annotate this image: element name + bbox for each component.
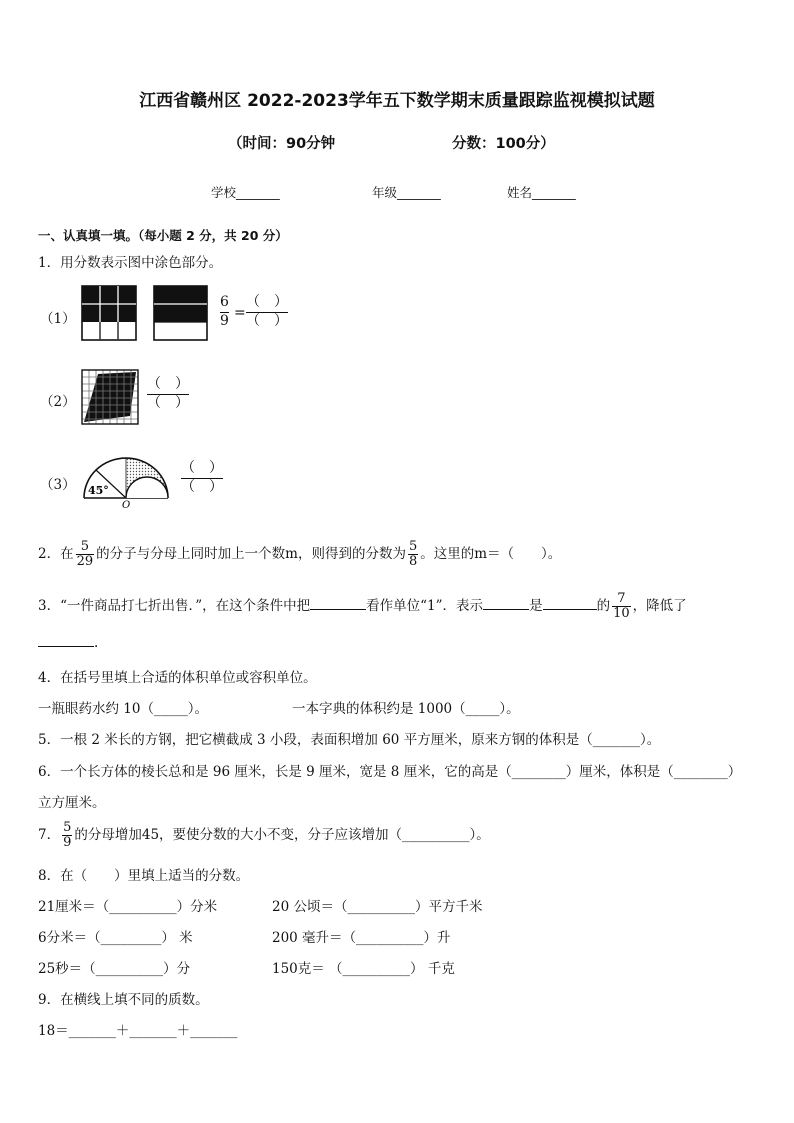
fraction-5-8: $\frac{5}{8}$ (408, 538, 418, 569)
q1-fraction-figure-2 (80, 368, 140, 426)
question-2: 2．在 $\frac{5}{29}$ 的分子与分母上同时加上一个数m，则得到的分数为 $\frac{5}{8}$ 。这里的m＝（ ）。 (38, 538, 562, 569)
question-4-text: 4．在括号里填上合适的体积单位或容积单位。 (38, 670, 317, 686)
question-1-text: 1．用分数表示图中涂色部分。 (38, 255, 223, 271)
q1-semicircle-figure (78, 452, 178, 510)
q8-row2-a[interactable]: 6分米＝（_________） 米 (38, 930, 193, 946)
q1-fraction-six-ninths: 6 9 (220, 294, 229, 329)
q3-blank-4[interactable]: . (38, 635, 98, 651)
q8-row3-a[interactable]: 25秒＝（__________）分 (38, 961, 191, 977)
q4-item-a[interactable]: 一瓶眼药水约 10（_____）。 (38, 701, 208, 717)
question-6-cont: 立方厘米。 (38, 795, 106, 811)
q8-row3-b[interactable]: 150克＝ （__________） 千克 (272, 961, 455, 977)
school-field[interactable]: 学校_______ (211, 185, 280, 200)
name-field[interactable]: 姓名_______ (507, 185, 576, 200)
q4-item-b[interactable]: 一本字典的体积约是 1000（_____）。 (292, 701, 520, 717)
exam-time: （时间：90分钟 (228, 136, 336, 152)
question-3: 3．“一件商品打七折出售．”，在这个条件中把 看作单位“1”．表示 是 的 $\frac{7}{10}$ ，降低了 (38, 590, 687, 621)
exam-score: 分数：100分） (452, 136, 555, 152)
q1-part2-label: （2） (40, 394, 76, 410)
question-9-text: 9．在横线上填不同的质数。 (38, 992, 209, 1008)
q3-blank-3[interactable] (543, 609, 597, 610)
q1-part1-label: （1） (40, 311, 76, 327)
point-o-label: O (122, 500, 131, 510)
q8-row1-a[interactable]: 21厘米＝（__________）分米 (38, 899, 218, 915)
q1-answer-2[interactable]: （ ） （ ） (147, 376, 189, 411)
question-5[interactable]: 5．一根 2 米长的方钢，把它横截成 3 小段，表面积增加 60 平方厘米，原来方钢的体积是（_______）。 (38, 732, 661, 748)
page-title: 江西省赣州区 2022-2023学年五下数学期末质量跟踪监视模拟试题 (139, 91, 655, 111)
q3-blank-1[interactable] (310, 609, 366, 610)
fraction-7-10: $\frac{7}{10}$ (613, 590, 630, 621)
fraction-5-29: $\frac{5}{29}$ (76, 538, 94, 569)
q9-equation[interactable]: 18＝_______＋_______＋_______ (38, 1023, 238, 1039)
angle-label: 45° (88, 484, 109, 497)
section-heading: 一、认真填一填。（每小题 2 分，共 20 分） (38, 228, 288, 243)
grade-field[interactable]: 年级_______ (372, 185, 441, 200)
q1-answer-3[interactable]: （ ） （ ） (181, 460, 223, 495)
q1-answer-1[interactable]: （ ） （ ） (246, 294, 288, 329)
question-7[interactable]: 7． $\frac{5}{9}$ 的分母增加45，要使分数的大小不变，分子应该增加（__________）。 (38, 819, 490, 850)
question-6[interactable]: 6．一个长方体的棱长总和是 96 厘米，长是 9 厘米，宽是 8 厘米，它的高是（________）厘米，体积是（________） (38, 764, 742, 780)
q3-blank-2[interactable] (483, 609, 529, 610)
question-8-text: 8．在（ ）里填上适当的分数。 (38, 868, 250, 884)
fraction-5-9: $\frac{5}{9}$ (63, 819, 72, 850)
q1-part3-label: （3） (40, 477, 76, 493)
q8-row2-b[interactable]: 200 毫升＝（__________）升 (272, 930, 451, 946)
q1-fraction-figure-1 (80, 285, 220, 343)
q8-row1-b[interactable]: 20 公顷＝（__________）平方千米 (272, 899, 483, 915)
